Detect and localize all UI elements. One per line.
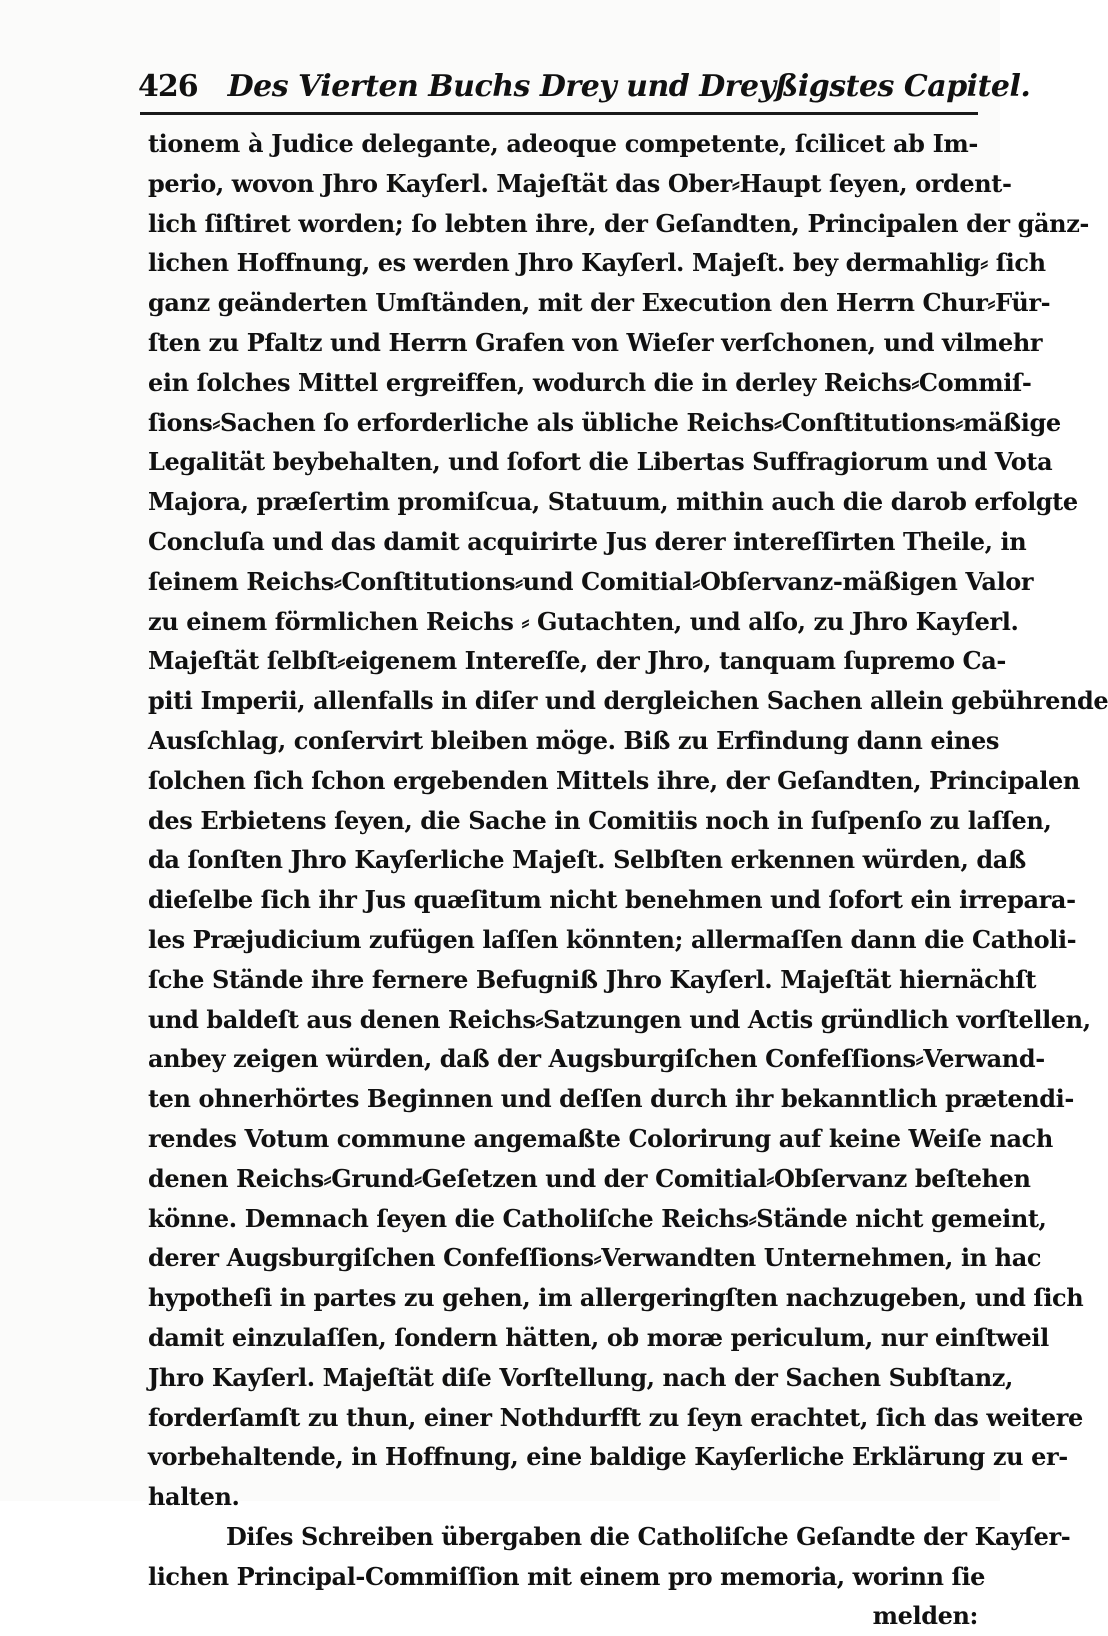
text-line: hypotheſi in partes zu gehen, im allergeringſten nachzugeben, und ſich bbox=[148, 1283, 1084, 1313]
text-line: ſions⸗Sachen ſo erforderliche als übliche Reichs⸗Conſtitutions⸗mäßige bbox=[148, 407, 1061, 437]
running-title: Des Vierten Buchs Drey und Dreyßigstes Capitel. bbox=[227, 69, 1031, 104]
text-line: vorbehaltende, in Hoffnung, eine baldige Kayſerliche Erklärung zu er- bbox=[148, 1442, 1068, 1472]
text-line: da ſonſten Jhro Kayſerliche Majeſt. Selbſten erkennen würden, daß bbox=[148, 845, 1026, 875]
text-line: les Præjudicium zufügen laſſen könnten; allermaſſen dann die Catholi- bbox=[148, 924, 1077, 954]
text-line: Legalität beybehalten, und ſofort die Libertas Suffragiorum und Vota bbox=[148, 447, 1053, 477]
text-line: Diſes Schreiben übergaben die Catholiſche Geſandte der Kayſer- bbox=[226, 1521, 1071, 1551]
text-line: ſolchen ſich ſchon ergebenden Mittels ihre, der Geſandten, Principalen bbox=[148, 765, 1080, 795]
text-line: ſten zu Pfaltz und Herrn Grafen von Wieſer verſchonen, und vilmehr bbox=[148, 327, 1043, 357]
text-line: tionem à Judice delegante, adeoque competente, ſcilicet ab Im- bbox=[148, 129, 978, 158]
catchword: melden: bbox=[872, 1601, 978, 1631]
text-line: Jhro Kayſerl. Majeſtät diſe Vorſtellung, nach der Sachen Subſtanz, bbox=[148, 1362, 1013, 1392]
text-line: Majora, præſertim promiſcua, Statuum, mithin auch die darob erfolgte bbox=[148, 487, 1078, 517]
text-line: perio, wovon Jhro Kayſerl. Majeſtät das Ober⸗Haupt ſeyen, ordent- bbox=[148, 168, 1012, 198]
text-line: rendes Votum commune angemaßte Colorirung auf keine Weiſe nach bbox=[148, 1123, 1053, 1153]
text-line: dieſelbe ſich ihr Jus quæſitum nicht benehmen und ſofort ein irrepara- bbox=[148, 885, 1076, 915]
text-line: ten ohnerhörtes Beginnen und deſſen durch ihr bekanntlich prætendi- bbox=[148, 1084, 1074, 1114]
text-line: forderſamſt zu thun, einer Nothdurfft zu ſeyn erachtet, ſich das weitere bbox=[148, 1402, 1083, 1432]
text-line: damit einzulaſſen, ſondern hätten, ob moræ periculum, nur einſtweil bbox=[148, 1322, 1049, 1352]
text-line: Ausſchlag, conſervirt bleiben möge. Biß zu Erfindung dann eines bbox=[148, 725, 999, 755]
text-line: denen Reichs⸗Grund⸗Geſetzen und der Comitial⸗Obſervanz beſtehen bbox=[148, 1163, 1031, 1193]
body-text bbox=[148, 124, 1108, 1636]
text-line: piti Imperii, allenfalls in diſer und dergleichen Sachen allein gebührende bbox=[148, 686, 1108, 716]
text-line: anbey zeigen würden, daß der Augsburgiſchen Confeſſions⸗Verwand- bbox=[148, 1044, 1045, 1074]
text-line: Majeſtät ſelbſt⸗eigenem Intereſſe, der Jhro, tanquam ſupremo Ca- bbox=[148, 646, 1006, 676]
page-number: 426 bbox=[138, 69, 198, 104]
text-line: halten. bbox=[148, 1482, 240, 1512]
text-line: könne. Demnach ſeyen die Catholiſche Reichs⸗Stände nicht gemeint, bbox=[148, 1203, 1047, 1233]
text-line: und baldeſt aus denen Reichs⸗Satzungen und Actis gründlich vorſtellen, bbox=[148, 1004, 1091, 1034]
page-header bbox=[138, 58, 1031, 104]
text-line: des Erbietens ſeyen, die Sache in Comitiis noch in ſuſpenſo zu laſſen, bbox=[148, 805, 1052, 835]
text-line: derer Augsburgiſchen Confeſſions⸗Verwandten Unternehmen, in hac bbox=[148, 1243, 1042, 1273]
text-line: lich ſiſtiret worden; ſo lebten ihre, der Geſandten, Principalen der gänz- bbox=[148, 208, 1089, 238]
text-line: zu einem förmlichen Reichs ⸗ Gutachten, und alſo, zu Jhro Kayſerl. bbox=[148, 606, 1019, 636]
text-line: lichen Principal-Commiſſion mit einem pro memoria, worinn ſie bbox=[148, 1561, 986, 1591]
text-line: ein ſolches Mittel ergreiffen, wodurch die in derley Reichs⸗Commiſ- bbox=[148, 367, 1032, 397]
text-line: lichen Hoffnung, es werden Jhro Kayſerl. Majeſt. bey dermahlig⸗ ſich bbox=[148, 248, 1046, 278]
text-line: ſche Stände ihre fernere Befugniß Jhro Kayſerl. Majeſtät hiernächſt bbox=[148, 964, 1037, 994]
header-rule bbox=[140, 112, 978, 115]
text-line: ſeinem Reichs⸗Conſtitutions⸗und Comitial⸗Obſervanz-mäßigen Valor bbox=[148, 566, 1034, 596]
text-line: Concluſa und das damit acquirirte Jus derer intereſſirten Theile, in bbox=[148, 526, 1027, 556]
text-line: ganz geänderten Umſtänden, mit der Execution den Herrn Chur⸗Für- bbox=[148, 288, 1051, 318]
